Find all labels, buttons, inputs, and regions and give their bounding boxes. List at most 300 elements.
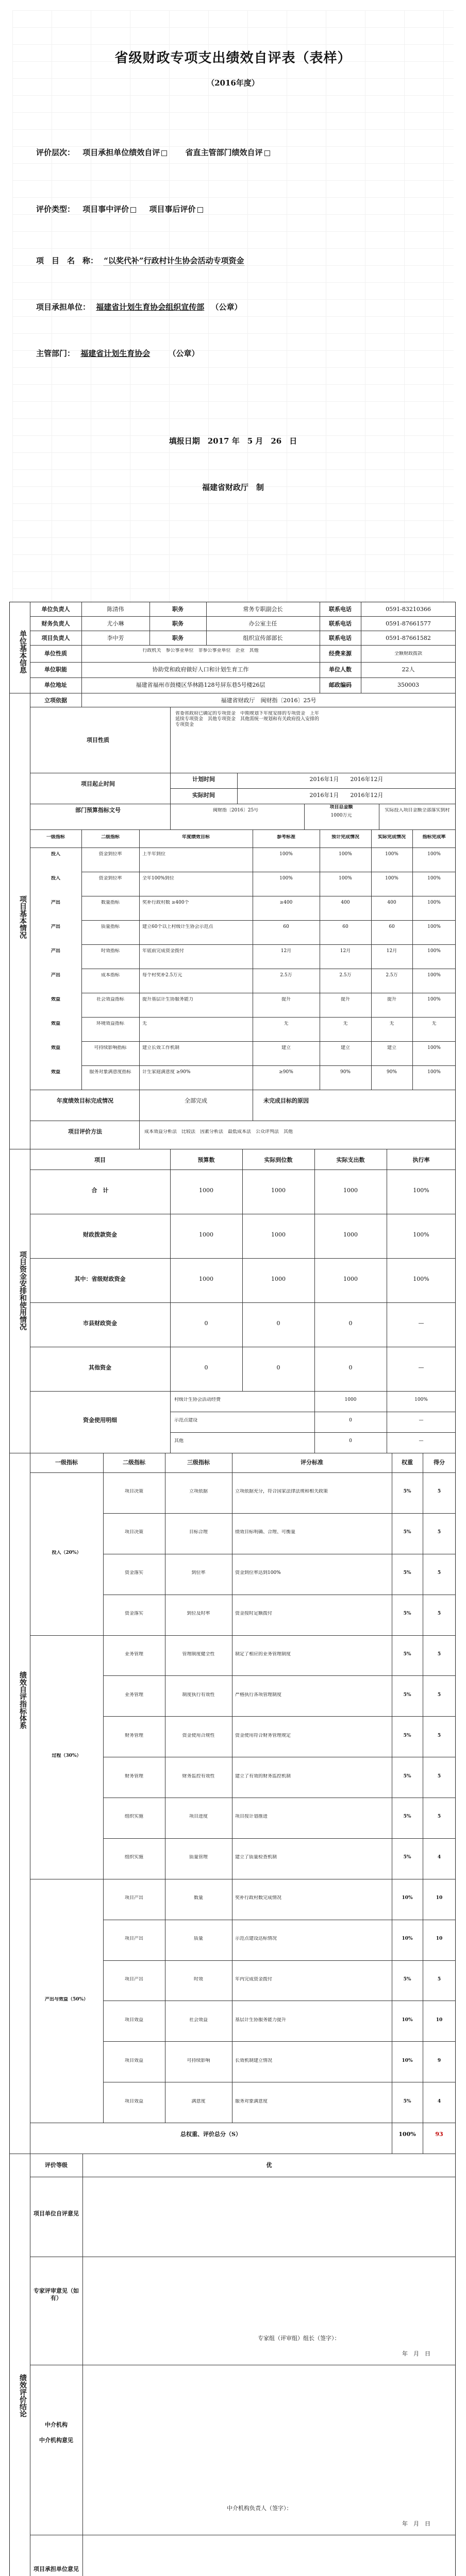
ind-l2: 质量指标: [101, 924, 120, 929]
ind-l2: 资金到位率: [98, 876, 122, 881]
score-std: 项目按计划推进: [235, 1814, 268, 1820]
score-l2: 组织实施: [124, 1855, 143, 1860]
setup-label: 立项依据: [44, 697, 67, 704]
fund-spent: 0: [348, 1364, 353, 1371]
overall-reason: 未完成目标的原因: [263, 1097, 309, 1104]
ind-l2: 可持续影响指标: [94, 1045, 127, 1050]
row-divider: [103, 1960, 456, 1961]
ind-l1: 产出: [51, 973, 60, 978]
ind-l1: 产出: [51, 900, 60, 905]
setup-value: 福建省财政厅 闽财指〔2016〕25号: [221, 697, 317, 704]
ind-l2: 数量指标: [101, 900, 120, 905]
eval-level-opt1[interactable]: 项目承担单位绩效自评: [82, 148, 160, 157]
basic-r3-c1: 项目负责人: [41, 635, 70, 641]
fund-item: 合 计: [91, 1187, 109, 1194]
ind-actual: 90%: [386, 1070, 397, 1075]
score-weight: 10%: [402, 1895, 413, 1901]
duty-value: 协助党和政府做好人口和计划生育工作: [152, 666, 249, 673]
fund-budget: 1000: [199, 1231, 213, 1238]
score-weight: 5%: [403, 1814, 411, 1820]
basic-r3-c2: 李中芳: [107, 635, 124, 641]
issuer: 福建省财政厅 制: [202, 483, 264, 492]
score-l2: 项目决策: [124, 1530, 143, 1535]
row-divider: [103, 1513, 456, 1514]
ind-l1: 产出: [51, 924, 60, 929]
score-value: 5: [437, 1530, 441, 1535]
staff-label: 单位人数: [329, 666, 352, 673]
ind-l1: 投入: [51, 876, 60, 881]
row-divider: [170, 1432, 456, 1433]
ind-rate: 100%: [427, 900, 441, 905]
nature-right-value: 全额财政拨款: [394, 651, 422, 656]
score-h-std: 评分标准: [301, 1459, 323, 1466]
fund-detail-item: 示范点建设: [174, 1418, 198, 1423]
row-divider: [103, 1838, 456, 1839]
ind-actual: 2.5万: [386, 973, 398, 978]
score-weight: 5%: [403, 1773, 411, 1779]
sum-label: 项目总金额: [329, 805, 353, 810]
ind-rate: 100%: [427, 948, 441, 954]
score-group-label: 产出与效益（50%）: [44, 1997, 89, 2003]
score-std: 制定了相应的业务管理制度: [235, 1651, 291, 1657]
dept-row: [36, 348, 199, 359]
review-r4-label: 项目承担单位意见: [34, 2566, 79, 2572]
score-value: 5: [437, 1976, 441, 1982]
sign-agency-date: 年 月 日: [402, 2520, 430, 2527]
score-std: 基层计生协服务能力提升: [235, 2017, 287, 2023]
ind-h-actual: 实际完成情况: [377, 835, 406, 840]
nature-options[interactable]: 行政机关 参公事业单位 非参公事业单位 企业 其他: [142, 648, 259, 653]
fund-budget: 0: [204, 1364, 208, 1371]
fund-detail-amount: 0: [349, 1418, 352, 1423]
fund-detail-rate: 100%: [414, 1397, 428, 1402]
fund-detail-amount: 1000: [344, 1397, 357, 1402]
ind-actual: 100%: [385, 852, 398, 857]
category-options[interactable]: 省委省政府已确定的专项资金 中期规划下年度安排的专项资金 上年延续专项资金 其他专项资金 其他需统一规划和有关政府投入安排的专项资金: [175, 711, 320, 727]
score-std: 资金按时足额拨付: [235, 1611, 273, 1617]
fund-item: 其他资金: [89, 1364, 111, 1371]
ind-ref: 60: [283, 924, 289, 929]
score-std: 奖补行政村数完成情况: [235, 1895, 282, 1901]
method-options[interactable]: 成本效益分析法 比较法 因素分析法 最低成本法 公众评判法 其他: [144, 1129, 293, 1134]
fund-arrived: 1000: [271, 1231, 286, 1238]
score-l2: 业务管理: [124, 1692, 143, 1698]
ind-target: 提升基层计生协服务能力: [142, 997, 194, 1002]
basic-r1-c2: 陈清伟: [107, 606, 124, 613]
project-name-label: 项 目 名 称：: [36, 256, 98, 265]
basic-r3-c5: 联系电话: [329, 635, 352, 641]
ind-l2: 时效指标: [101, 948, 120, 954]
ind-target: 年底前完成资金拨付: [142, 948, 185, 954]
score-l2: 项目效益: [124, 2058, 143, 2063]
addr-label: 单位地址: [44, 682, 67, 688]
score-l2: 资金落实: [124, 1570, 143, 1576]
funds-h-spent: 实际支出数: [336, 1157, 365, 1163]
fund-rate: 100%: [413, 1276, 429, 1282]
review-r1-label: 项目单位自评意见: [34, 2210, 79, 2217]
score-weight: 10%: [402, 1936, 413, 1942]
fund-detail-amount: 0: [349, 1438, 352, 1444]
ind-h-plan: 预计完成情况: [331, 835, 359, 840]
score-value: 4: [437, 1855, 441, 1860]
score-l3: 制度执行有效性: [182, 1692, 215, 1698]
funds-h-budget: 预算数: [197, 1157, 215, 1163]
row-divider: [30, 1302, 456, 1303]
dept-label: 主管部门：: [36, 349, 75, 358]
plan-label: 计划时间: [192, 776, 215, 783]
row-divider: [30, 1258, 456, 1259]
overall-label: 年度绩效目标完成情况: [57, 1097, 113, 1104]
score-weight: 5%: [403, 1651, 411, 1657]
score-weight: 5%: [403, 1976, 411, 1982]
actual-value: 2016年1月 2016年12月: [309, 792, 384, 799]
fund-arrived: 1000: [271, 1276, 286, 1282]
score-h-l2: 二级指标: [123, 1459, 145, 1466]
ind-plan: 100%: [339, 852, 352, 857]
ind-plan: 60: [342, 924, 348, 929]
review-side-label: 绩效评价结论: [19, 2374, 27, 2417]
ind-ref: ≥90%: [279, 1070, 293, 1075]
fund-item: 市县财政资金: [83, 1320, 117, 1327]
row-divider: [81, 1017, 456, 1018]
basic-r2-c2: 尤小琳: [107, 620, 124, 627]
score-std: 长效机制建立情况: [235, 2058, 273, 2063]
ind-rate: 100%: [427, 973, 441, 978]
ind-plan: 12月: [340, 948, 351, 954]
fund-detail-rate: —: [419, 1418, 424, 1423]
ind-ref: ≥400: [279, 900, 293, 905]
score-value: 4: [437, 2098, 441, 2104]
score-l2: 项目产出: [124, 1936, 143, 1942]
project-side-label: 项目基本情况: [19, 895, 27, 939]
ind-l2: 服务对象满意度指标: [89, 1070, 131, 1075]
ind-target: 上半年到位: [142, 852, 166, 857]
basic-r1-c6: 0591-83210366: [386, 606, 431, 613]
ind-target: 每个村奖补2.5万元: [142, 973, 182, 978]
ind-ref: 建立: [281, 1045, 291, 1050]
fund-budget: 0: [204, 1320, 208, 1327]
sign-agency: 中介机构负责人（签字）：: [227, 2505, 292, 2512]
score-value: 5: [437, 1651, 441, 1657]
score-l3: 立项依据: [189, 1489, 208, 1495]
method-label: 项目评价方法: [68, 1128, 102, 1135]
project-name-row: [36, 255, 244, 266]
score-value: 10: [436, 1936, 443, 1942]
eval-level-label: 评价层次：: [36, 148, 75, 157]
row-divider: [81, 944, 456, 945]
score-std: 资金使用符合财务管理规定: [235, 1733, 291, 1738]
ind-plan: 建立: [340, 1045, 350, 1050]
score-weight: 5%: [403, 1489, 411, 1495]
eval-type-opt1[interactable]: 项目事中评价: [82, 205, 129, 214]
score-l2: 财务管理: [124, 1733, 143, 1738]
score-std: 严格执行各项管理制度: [235, 1692, 282, 1698]
score-l2: 项目产出: [124, 1976, 143, 1982]
row-divider: [30, 1635, 456, 1636]
score-l3: 财务监控有效性: [182, 1773, 215, 1779]
staff-value: 22人: [402, 666, 415, 673]
fill-date: 填报日期 2017 年 5 月 26 日: [169, 436, 297, 446]
dept-seal: （公章）: [168, 349, 199, 358]
basic-r3-c3: 职务: [172, 635, 184, 641]
score-value: 9: [437, 2058, 441, 2063]
score-group-label: 投入（20%）: [52, 1550, 81, 1555]
score-l3: 满意度: [191, 2098, 206, 2104]
ind-l1: 产出: [51, 948, 60, 954]
fund-arrived: 0: [276, 1364, 280, 1371]
nature-right-label: 经费来源: [329, 650, 352, 657]
ind-ref: 2.5万: [280, 973, 292, 978]
score-l2: 项目效益: [124, 2017, 143, 2023]
project-unit-row: [36, 301, 242, 312]
basic-r1-c5: 联系电话: [329, 606, 352, 613]
funds-h-item: 项目: [94, 1157, 106, 1163]
ind-plan: 400: [341, 900, 350, 905]
funds-h-rate: 执行率: [412, 1157, 430, 1163]
ind-h-l2: 二级指标: [101, 835, 120, 840]
ind-ref: 提升: [281, 997, 291, 1002]
overall-value: 全部完成: [185, 1097, 207, 1104]
sign-expert-date: 年 月 日: [402, 2350, 430, 2357]
basic-r1-c3: 职务: [172, 606, 184, 613]
fund-detail-item: 其他: [174, 1438, 184, 1444]
score-group-label: 过程（30%）: [52, 1753, 81, 1759]
actual-label: 实际时间: [192, 792, 215, 799]
eval-level-check2[interactable]: [264, 150, 270, 156]
ind-actual: 无: [389, 1021, 394, 1026]
result-value: 优: [266, 2162, 272, 2168]
review-r2-label: 专家评审意见（如有）: [34, 2287, 79, 2301]
score-weight: 5%: [403, 1570, 411, 1576]
fund-rate: 100%: [413, 1187, 429, 1194]
score-value: 10: [436, 2017, 443, 2023]
score-value: 5: [437, 1489, 441, 1495]
score-h-l3: 三级指标: [187, 1459, 210, 1466]
score-std: 资金到位率达到100%: [235, 1570, 281, 1576]
ind-actual: 100%: [385, 876, 398, 881]
ind-rate: 100%: [427, 1070, 441, 1075]
row-divider: [103, 2041, 456, 2042]
basic-r3-c6: 0591-87661582: [386, 635, 431, 641]
ind-target: 无: [142, 1021, 147, 1026]
basic-r1-c1: 单位负责人: [41, 606, 70, 613]
score-l3: 目标合理: [189, 1530, 208, 1535]
ind-rate: 无: [431, 1021, 437, 1026]
eval-type-check2[interactable]: [197, 207, 203, 213]
ind-target: 计生家庭满意度 ≥90%: [142, 1070, 191, 1075]
score-l2: 组织实施: [124, 1814, 143, 1820]
fund-spent: 1000: [343, 1231, 358, 1238]
doc-value: 闽财指〔2016〕25号: [212, 808, 259, 813]
fund-spent: 1000: [343, 1276, 358, 1282]
row-divider: [81, 1065, 456, 1066]
score-weight: 5%: [403, 2098, 411, 2104]
funds-side-label: 项目资金安排和使用情况: [19, 1251, 27, 1330]
sum-note: 实际投入项目金额全部落实到村: [385, 808, 450, 813]
ind-ref: 无: [284, 1021, 289, 1026]
ind-rate: 100%: [427, 924, 441, 929]
ind-target: 奖补行政村数 ≥400个: [142, 900, 189, 905]
fund-item: 财政拨款资金: [83, 1231, 117, 1238]
ind-l2: 资金到位率: [98, 852, 122, 857]
score-l3: 社会效益: [189, 2017, 208, 2023]
fund-detail-item: 村级计生协会活动经费: [174, 1397, 221, 1402]
score-value: 5: [437, 1773, 441, 1779]
ind-rate: 100%: [427, 997, 441, 1002]
addr-value: 福建省福州市鼓楼区华林路128号屏东巷5号楼26层: [136, 682, 265, 688]
score-l3: 资金使用合规性: [182, 1733, 215, 1738]
ind-target: 全年100%到位: [142, 876, 174, 881]
ind-h-ref: 参考标准: [276, 835, 295, 840]
score-l2: 项目决策: [124, 1489, 143, 1495]
ind-plan: 90%: [340, 1070, 351, 1075]
score-value: 10: [436, 1895, 443, 1901]
fund-rate: 100%: [413, 1231, 429, 1238]
project-unit-seal: （公章）: [211, 302, 242, 312]
basic-r1-c4: 常务专职副会长: [243, 606, 283, 613]
post-value: 350003: [397, 682, 419, 688]
score-std: 建立了有效的财务监控机制: [235, 1773, 291, 1779]
score-l3: 质量管理: [189, 1855, 208, 1860]
score-weight: 5%: [403, 1855, 411, 1860]
score-l2: 项目效益: [124, 2098, 143, 2104]
fund-budget: 1000: [199, 1276, 213, 1282]
score-value: 5: [437, 1733, 441, 1738]
project-unit-value: 福建省计划生育协会组织宣传部: [96, 302, 205, 312]
ind-actual: 400: [387, 900, 396, 905]
row-divider: [81, 1041, 456, 1042]
score-l2: 资金落实: [124, 1611, 143, 1617]
fund-detail-rate: —: [419, 1438, 424, 1444]
ind-l1: 效益: [51, 1045, 60, 1050]
score-std: 年内完成资金拨付: [235, 1976, 273, 1982]
total-weight: 100%: [398, 2131, 416, 2138]
basic-r3-c4: 组织宣传部部长: [243, 635, 283, 641]
fund-arrived: 1000: [271, 1187, 286, 1194]
fund-rate: —: [418, 1364, 424, 1371]
ind-h-l1: 一级指标: [46, 835, 65, 840]
score-h-l1: 一级指标: [55, 1459, 78, 1466]
score-l3: 数量: [193, 1895, 203, 1901]
basic-side-label: 单位基本信息: [19, 630, 27, 673]
score-weight: 5%: [403, 1692, 411, 1698]
category-label: 项目性质: [87, 737, 109, 743]
score-std: 建立了质量检查机制: [235, 1855, 277, 1860]
review-r3b-label: 中介机构意见: [39, 2437, 73, 2444]
eval-level-row: [36, 147, 270, 158]
fund-spent: 0: [348, 1320, 353, 1327]
ind-target: 建立长效工作机制: [142, 1045, 180, 1050]
ind-l2: 环境效益指标: [96, 1021, 124, 1026]
ind-ref: 100%: [279, 876, 293, 881]
ind-ref: 12月: [280, 948, 292, 954]
ind-plan: 2.5万: [339, 973, 352, 978]
row-divider: [103, 1675, 456, 1676]
ind-actual: 提升: [387, 997, 396, 1002]
sign-expert: 专家组（评审组）组长（签字）：: [258, 2335, 340, 2342]
score-weight: 5%: [403, 1733, 411, 1738]
score-l2: 财务管理: [124, 1773, 143, 1779]
ind-h-target: 年度绩效目标: [181, 835, 210, 840]
main-table: [9, 602, 456, 2576]
project-unit-label: 项目承担单位：: [36, 302, 91, 312]
total-label: 总权重、评价总分（S）: [180, 2131, 241, 2138]
score-l3: 到位率: [191, 1570, 206, 1576]
score-l3: 管理制度健全性: [182, 1651, 215, 1657]
form-year: （2016年度）: [207, 78, 259, 88]
ind-plan: 100%: [339, 876, 352, 881]
score-l2: 业务管理: [124, 1651, 143, 1657]
ind-l1: 效益: [51, 1021, 60, 1026]
eval-level-opt2[interactable]: 省直主管部门绩效自评: [185, 148, 263, 157]
row-divider: [81, 920, 456, 921]
eval-level-check1[interactable]: [161, 150, 167, 156]
fund-item: 其中：省级财政资金: [74, 1276, 126, 1282]
nature-label: 单位性质: [44, 650, 67, 657]
form-title: 省级财政专项支出绩效自评表（表样）: [114, 50, 352, 66]
ind-rate: 100%: [427, 852, 441, 857]
score-value: 5: [437, 1570, 441, 1576]
ind-plan: 无: [343, 1021, 348, 1026]
ind-actual: 60: [389, 924, 395, 929]
score-std: 示范点建设达标情况: [235, 1936, 277, 1942]
fund-spent: 1000: [343, 1187, 358, 1194]
review-r3-label: 中介机构: [45, 2421, 68, 2428]
ind-l1: 效益: [51, 1070, 60, 1075]
score-value: 5: [437, 1611, 441, 1617]
fund-rate: —: [418, 1320, 424, 1327]
ind-h-rate: 指标完成率: [422, 835, 446, 840]
basic-r2-c1: 财务负责人: [41, 620, 70, 627]
plan-value: 2016年1月 2016年12月: [309, 776, 384, 783]
basic-r2-c3: 职务: [172, 620, 184, 627]
eval-type-opt2[interactable]: 项目事后评价: [149, 205, 196, 214]
score-l2: 项目产出: [124, 1895, 143, 1901]
period-label: 项目起止时间: [81, 781, 115, 787]
score-value: 5: [437, 1814, 441, 1820]
basic-r2-c6: 0591-87661577: [386, 620, 431, 627]
score-l3: 到位及时率: [187, 1611, 210, 1617]
fund-arrived: 0: [276, 1320, 280, 1327]
score-value: 5: [437, 1692, 441, 1698]
score-weight: 5%: [403, 1530, 411, 1535]
ind-l2: 社会效益指标: [96, 997, 124, 1002]
score-weight: 5%: [403, 1611, 411, 1617]
ind-rate: 100%: [427, 876, 441, 881]
score-std: 绩效目标明确、合理、可衡量: [235, 1530, 296, 1535]
eval-type-row: [36, 204, 203, 214]
basic-r2-c5: 联系电话: [329, 620, 352, 627]
ind-rate: 100%: [427, 1045, 441, 1050]
score-weight: 10%: [402, 2058, 413, 2063]
ind-plan: 提升: [340, 997, 350, 1002]
duty-label: 单位职能: [44, 666, 67, 673]
score-std: 立项依据充分，符合国家法律法规和相关政策: [235, 1489, 328, 1495]
ind-actual: 12月: [386, 948, 397, 954]
ind-l1: 投入: [51, 852, 60, 857]
funds-h-arrived: 实际到位数: [264, 1157, 293, 1163]
ind-target: 建立60个以上村级计生协会示范点: [142, 924, 213, 929]
score-l3: 时效: [193, 1976, 203, 1982]
score-weight: 10%: [402, 2017, 413, 2023]
scoring-side-label: 绩效自评指标体系: [19, 1671, 27, 1729]
eval-type-check1[interactable]: [130, 207, 136, 213]
score-l3: 项目进度: [189, 1814, 208, 1820]
eval-type-label: 评价类型：: [36, 205, 75, 214]
row-divider: [103, 1716, 456, 1717]
dept-value: 福建省计划生育协会: [80, 349, 151, 358]
score-std: 服务对象满意度: [235, 2098, 268, 2104]
